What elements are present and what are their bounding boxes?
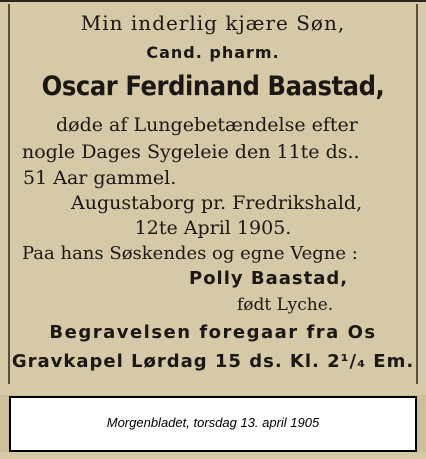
place-line: Augustaborg pr. Fredrikshald, bbox=[71, 192, 363, 214]
notice-line-4: døde af Lungebetændelse efter bbox=[56, 114, 358, 136]
signer-maiden-name: født Lyche. bbox=[237, 295, 334, 315]
funeral-line-1: Begravelsen foregaar fra Os bbox=[49, 322, 377, 343]
source-caption: Morgenbladet, torsdag 13. april 1905 bbox=[106, 415, 320, 430]
notice-line-1: Min inderlig kjære Søn, bbox=[80, 11, 346, 35]
signer-name: Polly Baastad, bbox=[189, 268, 349, 289]
deceased-name: Oscar Ferdinand Baastad, bbox=[41, 71, 385, 102]
caption-box bbox=[9, 396, 417, 452]
date-line: 12te April 1905. bbox=[134, 217, 292, 239]
notice-line-6: 51 Aar gammel. bbox=[23, 167, 177, 189]
clipping-top-edge bbox=[0, 0, 426, 6]
clipping-bottom-edge bbox=[0, 452, 426, 459]
behalf-line: Paa hans Søskendes og egne Vegne : bbox=[22, 243, 358, 264]
notice-title-line: Cand. pharm. bbox=[146, 43, 280, 62]
funeral-line-2: Gravkapel Lørdag 15 ds. Kl. 2¹/₄ Em. bbox=[11, 351, 415, 372]
notice-line-5: nogle Dages Sygeleie den 11te ds.. bbox=[22, 141, 360, 163]
